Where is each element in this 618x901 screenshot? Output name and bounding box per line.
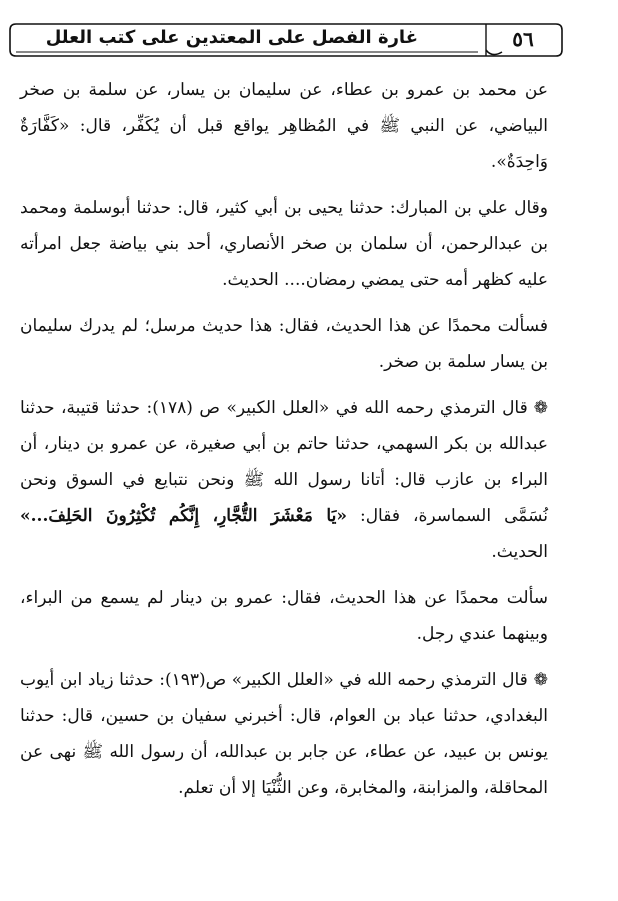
flower-ornament-icon: ❁ bbox=[533, 398, 548, 418]
paragraph-text: عن محمد بن عمرو بن عطاء، عن سليمان بن يسار، عن سلمة بن صخر البياضي، عن النبي ﷺ في المُظاهِر يواقع قبل أن يُكَفِّر، قال: «كَفَّارَةٌ وَاحِدَةٌ». bbox=[20, 80, 548, 172]
paragraph-5 bbox=[20, 580, 548, 652]
paragraph-text: وقال علي بن المبارك: حدثنا يحيى بن أبي كثير، قال: حدثنا أبوسلمة ومحمد بن عبدالرحمن، أن سلمان بن صخر الأنصاري، أحد بني بياضة جعل امرأته عليه كظهر أمه حتى يمضي رمضان.... الحديث. bbox=[20, 198, 548, 290]
flower-ornament-icon: ❁ bbox=[533, 670, 548, 690]
page-header bbox=[8, 22, 564, 58]
header-title: غارة الفصل على المعتدين على كتب العلل bbox=[45, 27, 418, 48]
paragraph-text: قال الترمذي رحمه الله في «العلل الكبير» ص (١٧٨): حدثنا قتيبة، حدثنا عبدالله بن بكر السهمي، حدثنا حاتم بن أبي صغيرة، عن عمرو بن دينار، أن البراء بن عازب قال: أتانا رسول الله ﷺ ونحن نتبايع في السوق ونحن نُسَمَّى السماسرة، فقال: bbox=[20, 398, 549, 526]
paragraph-3 bbox=[20, 308, 548, 380]
paragraph-text: فسألت محمدًا عن هذا الحديث، فقال: هذا حديث مرسل؛ لم يدرك سليمان بن يسار سلمة بن صخر. bbox=[20, 316, 548, 372]
hadith-quote: «يَا مَعْشَرَ التُّجَّارِ، إِنَّكُم تُكْثِرُونَ الحَلِفَ...» bbox=[20, 506, 347, 526]
paragraph-2 bbox=[20, 190, 548, 298]
paragraph-6 bbox=[20, 662, 548, 806]
paragraph-text: قال الترمذي رحمه الله في «العلل الكبير» ص(١٩٣): حدثنا زياد ابن أيوب البغدادي، حدثنا عباد بن العوام، قال: أخبرني سفيان بن حسين، قال: حدثنا يونس بن عبيد، عن عطاء، عن جابر بن عبدالله، أن رسول الله ﷺ نهى عن المحاقلة، والمزابنة، والمخابرة، وعن الثُّنْيَا إلا أن تعلم. bbox=[20, 670, 548, 798]
paragraph-4 bbox=[20, 390, 548, 570]
page-number: ٥٦ bbox=[512, 27, 534, 51]
paragraph-text: سألت محمدًا عن هذا الحديث، فقال: عمرو بن دينار لم يسمع من البراء، وبينهما عندي رجل. bbox=[20, 588, 548, 644]
page-content bbox=[20, 72, 548, 816]
paragraph-1 bbox=[20, 72, 548, 180]
paragraph-text: الحديث. bbox=[491, 542, 548, 562]
